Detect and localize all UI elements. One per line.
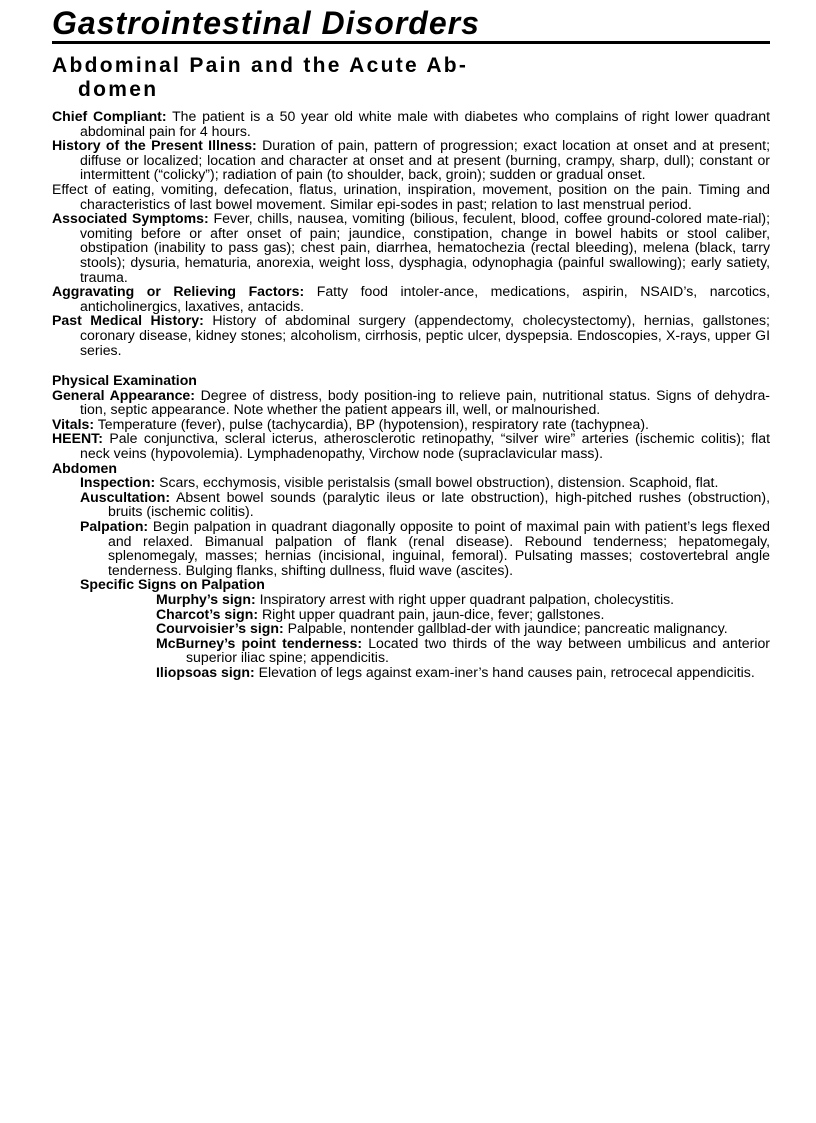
exam-entry-general-appearance: General Appearance: Degree of distress, body position-ing to relieve pain, nutritional status. Signs of dehydra-tion, septic appearance. Note whether the patient appears ill, well, or malnourished. — [52, 386, 770, 418]
history-entry-past-medical-history: Past Medical History: History of abdominal surgery (appendectomy, cholecystectomy), hernias, gallstones; coronary disease, kidney stones; alcoholism, cirrhosis, peptic ulcer, dyspepsia. Endoscopies, X-rays, upper GI series. — [52, 312, 770, 358]
document-body — [52, 109, 770, 680]
section-title-line1: Abdominal Pain and the Acute Ab- — [52, 54, 469, 77]
history-entry-aggravating-factors: Aggravating or Relieving Factors: Fatty food intoler-ance, medications, aspirin, NSAID’s, narcotics, anticholinergics, laxatives, antacids. — [52, 283, 771, 314]
sign-entry-charcot: Charcot’s sign: Right upper quadrant pain, jaun-dice, fever; gallstones. — [156, 605, 605, 622]
sign-entry-courvoisier: Courvoisier’s sign: Palpable, nontender gallblad-der with jaundice; pancreatic malignancy. — [156, 620, 728, 637]
specific-signs-heading: Specific Signs on Palpation — [80, 576, 265, 593]
history-entry-present-illness: History of the Present Illness: Duration of pain, pattern of progression; exact location at onset and at present; diffuse or localized; location and character at onset and at present (burning, crampy, sharp, dull); constant or intermittent (“colicky”); radiation of pain (to shoulder, back, groin); sudden or gradual onset. — [52, 137, 771, 183]
section-gap — [52, 357, 770, 373]
chapter-divider — [52, 41, 770, 44]
history-entry-associated-symptoms: Associated Symptoms: Fever, chills, nausea, vomiting (bilious, feculent, blood, coffee ground-colored mate-rial); vomiting before or after onset of pain; jaundice, constipation, change in bowel habits or stool caliber, obstipation (inability to pass gas); chest pain, diarrhea, hematochezia (rectal bleeding), melena (black, tarry stools); dysuria, hematuria, anorexia, weight loss, dysphagia, odynophagia (painful swallowing); early satiety, trauma. — [52, 210, 770, 285]
history-entry-effects: Effect of eating, vomiting, defecation, flatus, urination, inspiration, movement, position on the pain. Timing and characteristics of last bowel movement. Similar epi-sodes in past; relation to last menstrual period. — [52, 180, 770, 212]
page — [52, 0, 770, 680]
sign-entry-iliopsoas: Iliopsoas sign: Elevation of legs against exam-iner’s hand causes pain, retrocecal appendicitis. — [156, 663, 755, 680]
exam-entry-heent: HEENT: Pale conjunctiva, scleral icterus, atherosclerotic retinopathy, “silver wire” arteries (ischemic colitis); flat neck veins (hypovolemia). Lymphadenopathy, Virchow node (supraclavicular mass). — [52, 430, 770, 462]
abdomen-entry-auscultation: Auscultation: Absent bowel sounds (paralytic ileus or late obstruction), high-pitched rushes (obstruction), bruits (ischemic colitis). — [80, 488, 770, 520]
section-title — [52, 54, 770, 102]
abdomen-entry-inspection: Inspection: Scars, ecchymosis, visible peristalsis (small bowel obstruction), distension. Scaphoid, flat. — [80, 474, 719, 491]
sign-entry-murphy: Murphy’s sign: Inspiratory arrest with right upper quadrant palpation, cholecystitis. — [156, 591, 675, 607]
sign-entry-mcburney: McBurney’s point tenderness: Located two thirds of the way between umbilicus and anterior superior iliac spine; appendicitis. — [156, 634, 770, 666]
abdomen-heading: Abdomen — [52, 459, 117, 476]
chapter-title: Gastrointestinal Disorders — [52, 5, 480, 41]
exam-entry-vitals: Vitals: Temperature (fever), pulse (tachycardia), BP (hypotension), respiratory rate (tachypnea). — [52, 415, 649, 432]
section-title-line2: domen — [78, 78, 159, 101]
physical-exam-heading: Physical Examination — [52, 372, 197, 389]
abdomen-entry-palpation: Palpation: Begin palpation in quadrant diagonally opposite to point of maximal pain with patient’s legs flexed and relaxed. Bimanual palpation of flank (renal disease). Rebound tenderness; hepatomegaly, splenomegaly, masses; hernias (incisional, inguinal, femoral). Pulsating masses; costovertebral angle tenderness. Bulging flanks, shifting dullness, fluid wave (ascites). — [80, 518, 770, 578]
history-entry-chief-complaint: Chief Compliant: The patient is a 50 year old white male with diabetes who complains of right lower quadrant abdominal pain for 4 hours. — [52, 108, 770, 139]
